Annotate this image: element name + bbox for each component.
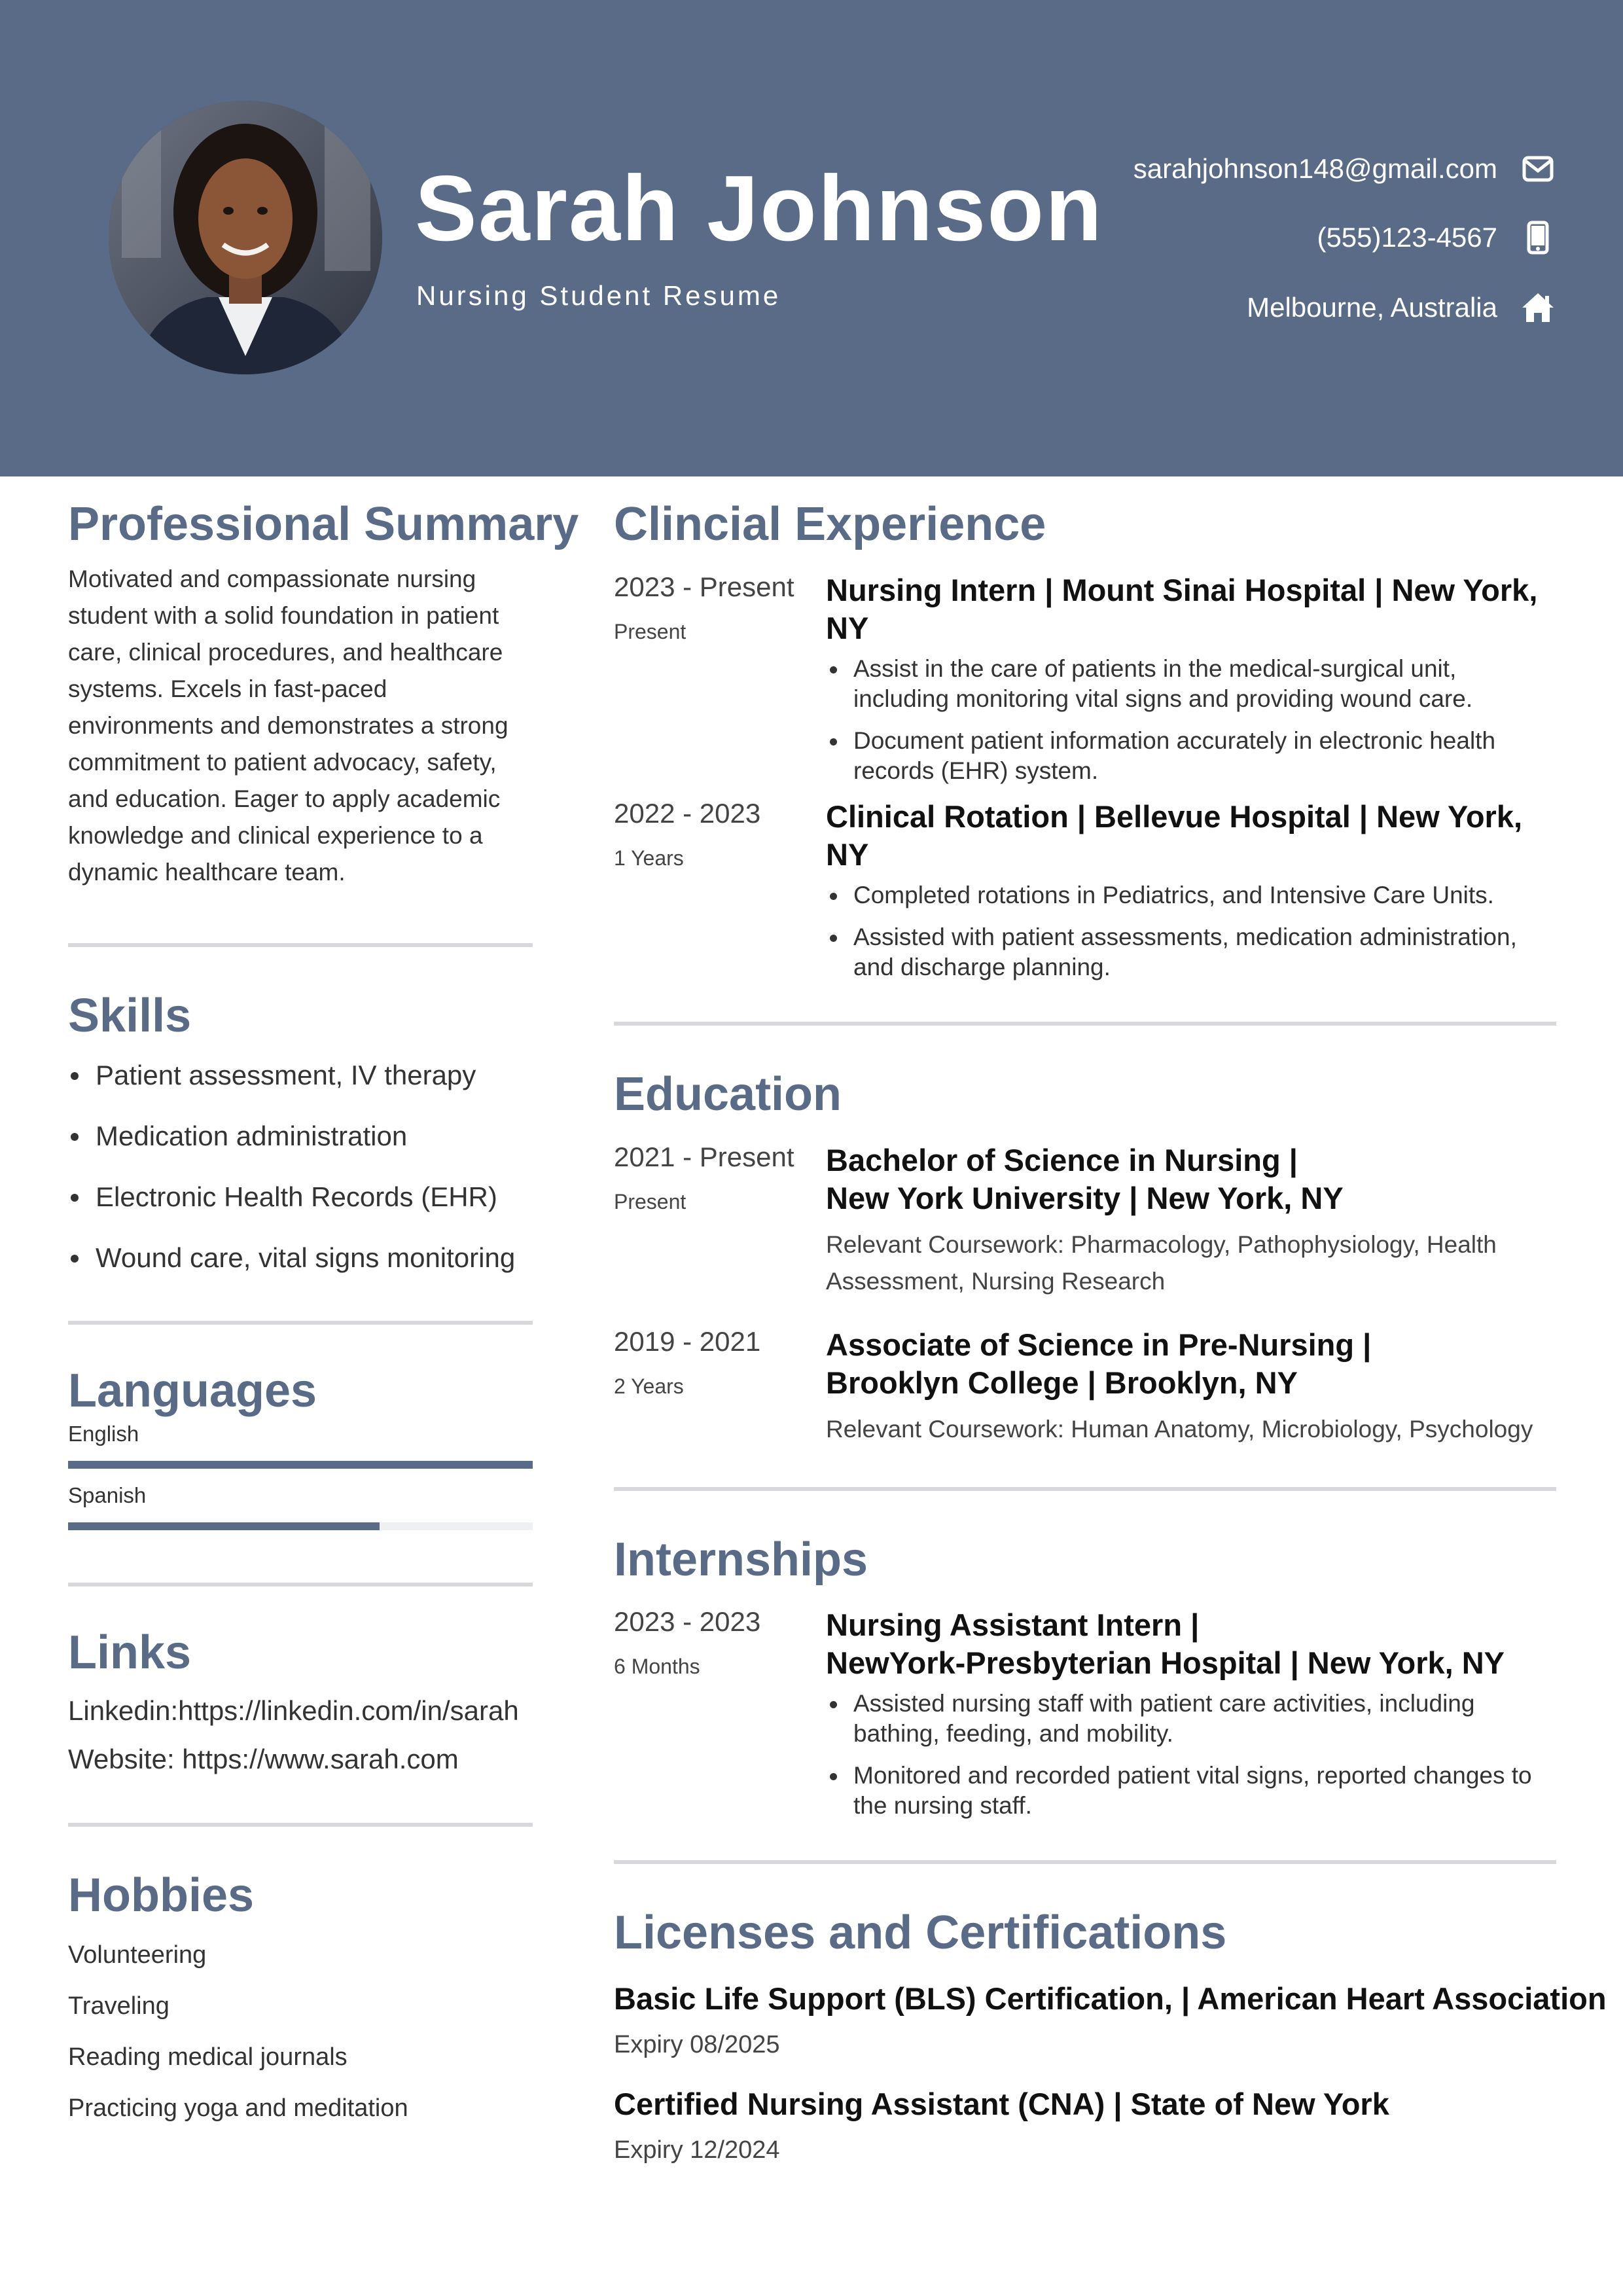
phone-text[interactable]: (555)123-4567: [1317, 222, 1497, 253]
language-bar-fill: [68, 1522, 380, 1530]
entry-employer: NewYork-Presbyterian Hospital | New York, NY: [826, 1645, 1505, 1681]
list-item: Document patient information accurately in electronic health records (EHR) system.: [826, 726, 1556, 786]
divider: [68, 1321, 533, 1325]
education-entry: [614, 1141, 1556, 1300]
language-bar-fill: [68, 1461, 533, 1469]
entry-date: 2023 - 2023: [614, 1606, 761, 1638]
entry-role: Nursing Intern | Mount Sinai Hospital | New York, NY: [826, 572, 1538, 645]
entry-coursework: Relevant Coursework: Human Anatomy, Microbiology, Psychology: [826, 1415, 1533, 1443]
contact-phone[interactable]: [1317, 218, 1556, 257]
divider: [614, 1487, 1556, 1491]
experience-entry: [614, 571, 1556, 786]
list-item: Assisted with patient assessments, medication administration, and discharge planning.: [826, 922, 1556, 982]
contact-email[interactable]: [1133, 149, 1556, 188]
language-bar: [68, 1522, 533, 1530]
profile-photo: [109, 101, 382, 374]
list-item: Practicing yoga and meditation: [68, 2094, 408, 2122]
list-item: Assisted nursing staff with patient care activities, including bathing, feeding, and mobility.: [826, 1689, 1556, 1749]
summary-text: Motivated and compassionate nursing student with a solid foundation in patient care, clinical procedures, and healthcare systems. Excels in fast-paced environments and demonstrates a strong commitment to patient advocacy, safety, and education. Eager to apply academic knowledge and clinical experience to a dynamic healthcare team.: [68, 565, 508, 886]
home-icon: [1520, 289, 1556, 326]
language-name: Spanish: [68, 1483, 147, 1508]
education-entry: [614, 1326, 1556, 1448]
languages-title: Languages: [68, 1364, 317, 1417]
location-text: Melbourne, Australia: [1247, 292, 1497, 323]
entry-duration: 1 Years: [614, 846, 684, 870]
entry-date: 2023 - Present: [614, 571, 794, 602]
education-title: Education: [614, 1067, 842, 1121]
certification-name: Basic Life Support (BLS) Certification, | American Heart Association: [614, 1981, 1607, 2017]
entry-duration: 2 Years: [614, 1374, 684, 1398]
list-item: Completed rotations in Pediatrics, and Intensive Care Units.: [826, 880, 1556, 910]
entry-school: New York University | New York, NY: [826, 1180, 1344, 1215]
website-link[interactable]: Website: https://www.sarah.com: [68, 1744, 459, 1775]
candidate-name: Sarah Johnson: [415, 156, 1103, 260]
skills-list: [68, 1045, 533, 1288]
phone-icon: [1520, 219, 1556, 256]
language-bar: [68, 1461, 533, 1469]
experience-title: Clincial Experience: [614, 498, 1046, 550]
entry-duration: Present: [614, 1189, 687, 1213]
list-item: Reading medical journals: [68, 2043, 348, 2071]
resume-header: [0, 0, 1623, 476]
email-text[interactable]: sarahjohnson148@gmail.com: [1133, 153, 1497, 184]
entry-duration: Present: [614, 619, 687, 643]
entry-degree: Associate of Science in Pre-Nursing |: [826, 1327, 1372, 1362]
links-title: Links: [68, 1626, 192, 1679]
list-item: Patient assessment, IV therapy: [68, 1045, 533, 1105]
list-item: Wound care, vital signs monitoring: [68, 1227, 533, 1288]
list-item: Assist in the care of patients in the medical-surgical unit, including monitoring vital signs and providing wound care.: [826, 654, 1556, 714]
list-item: Monitored and recorded patient vital signs, reported changes to the nursing staff.: [826, 1761, 1556, 1821]
hobbies-title: Hobbies: [68, 1869, 255, 1922]
left-column: [68, 497, 579, 2134]
entry-role: Nursing Assistant Intern |: [826, 1607, 1200, 1643]
internship-entry: [614, 1606, 1556, 1821]
entry-date: 2019 - 2021: [614, 1325, 761, 1357]
contact-location: [1247, 288, 1556, 327]
entry-coursework: Relevant Coursework: Pharmacology, Pathophysiology, Health Assessment, Nursing Research: [826, 1230, 1497, 1295]
entry-school: Brooklyn College | Brooklyn, NY: [826, 1365, 1298, 1400]
divider: [68, 1583, 533, 1587]
divider: [68, 1823, 533, 1827]
experience-entry: [614, 798, 1556, 982]
list-item: Electronic Health Records (EHR): [68, 1166, 533, 1227]
hobbies-list: [68, 1929, 533, 2134]
summary-title: Professional Summary: [68, 498, 579, 550]
right-column: [614, 497, 1607, 2164]
resume-subtitle: Nursing Student Resume: [416, 280, 781, 311]
entry-role: Clinical Rotation | Bellevue Hospital | New York, NY: [826, 798, 1523, 872]
divider: [68, 943, 533, 947]
certification-expiry: Expiry 08/2025: [614, 2031, 780, 2059]
divider: [614, 1860, 1556, 1864]
certifications-title: Licenses and Certifications: [614, 1907, 1227, 1960]
list-item: Medication administration: [68, 1105, 533, 1166]
internships-title: Internships: [614, 1533, 868, 1586]
envelope-icon: [1520, 151, 1556, 187]
certification-name: Certified Nursing Assistant (CNA) | State of New York: [614, 2087, 1389, 2122]
entry-duration: 6 Months: [614, 1655, 700, 1679]
skills-title: Skills: [68, 989, 192, 1042]
divider: [614, 1022, 1556, 1026]
certification-expiry: Expiry 12/2024: [614, 2136, 780, 2164]
entry-date: 2022 - 2023: [614, 797, 761, 829]
list-item: Volunteering: [68, 1941, 207, 1969]
entry-degree: Bachelor of Science in Nursing |: [826, 1142, 1298, 1177]
list-item: Traveling: [68, 1992, 169, 2020]
language-name: English: [68, 1422, 139, 1446]
linkedin-link[interactable]: Linkedin:https://linkedin.com/in/sarah: [68, 1695, 519, 1727]
entry-date: 2021 - Present: [614, 1141, 794, 1172]
